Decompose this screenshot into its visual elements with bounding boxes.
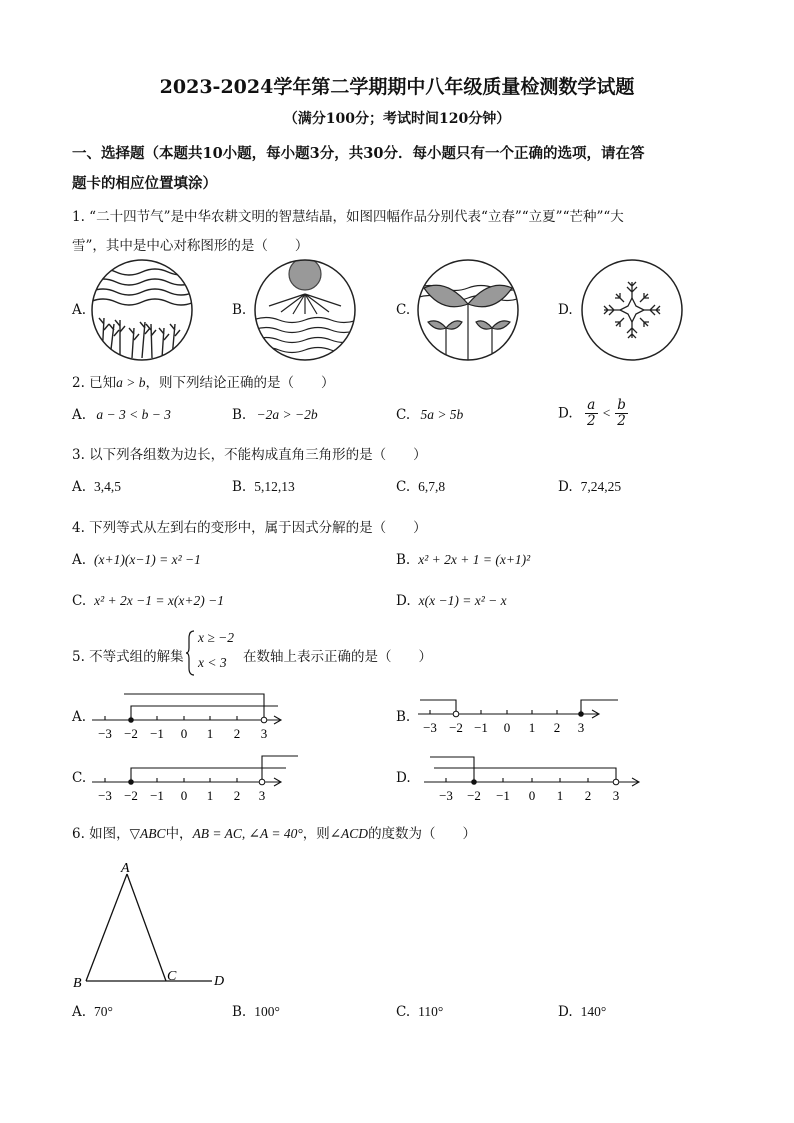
q3-option-c bbox=[396, 479, 445, 495]
q3-option-c-text: 6,7,8 bbox=[418, 479, 446, 494]
q3-option-b bbox=[232, 479, 295, 495]
q6-option-c-text: 110° bbox=[418, 1004, 444, 1019]
q3-option-c-label: C. bbox=[396, 479, 411, 495]
solar-term-lichun-icon bbox=[90, 258, 194, 362]
q1-option-a-label: A. bbox=[72, 302, 87, 318]
tick-label: 2 bbox=[233, 788, 241, 803]
tick-label: 0 bbox=[180, 726, 188, 741]
tick-label: −1 bbox=[496, 788, 510, 803]
solar-term-mangzhong-icon bbox=[416, 258, 520, 362]
q6-triangle-figure bbox=[70, 856, 240, 994]
point-label-d: D bbox=[214, 974, 225, 989]
q6-stem-part-1: 6. 如图， bbox=[72, 826, 130, 842]
q2-option-d bbox=[558, 398, 628, 429]
q5-number-line-b bbox=[414, 688, 624, 736]
q6-option-a bbox=[72, 1004, 113, 1020]
q3-option-d-text: 7,24,25 bbox=[580, 479, 622, 494]
q4-option-c-text: x² + 2x −1 = x(x+2) −1 bbox=[94, 593, 224, 608]
q6-option-c-label: C. bbox=[396, 1004, 411, 1020]
tick-label: 1 bbox=[206, 726, 214, 741]
q6-angle: ∠ACD bbox=[329, 826, 369, 841]
q4-option-b bbox=[396, 552, 530, 568]
tick-label: 3 bbox=[612, 788, 620, 803]
q6-option-d-text: 140° bbox=[580, 1004, 607, 1019]
q3-option-b-label: B. bbox=[232, 479, 247, 495]
page-title: 2023-2024学年第二学期期中八年级质量检测数学试题 bbox=[159, 76, 635, 98]
q4-option-a-label: A. bbox=[72, 552, 87, 568]
question-5-stem-cont: 在数轴上表示正确的是（ ） bbox=[243, 649, 432, 665]
q6-condition: AB = AC, ∠A = 40° bbox=[192, 826, 303, 841]
q5-system-line-2: x < 3 bbox=[198, 655, 227, 670]
page-subtitle: （满分100分；考试时间120分钟） bbox=[283, 111, 511, 127]
tick-label: −3 bbox=[98, 788, 112, 803]
solar-term-daxue-icon bbox=[580, 258, 684, 362]
question-5-stem: 5. 不等式组的解集 bbox=[72, 649, 184, 665]
point-label-c: C bbox=[167, 969, 177, 984]
q3-option-b-text: 5,12,13 bbox=[254, 479, 295, 494]
q1-option-c-label: C. bbox=[396, 302, 411, 318]
q6-option-d-label: D. bbox=[558, 1004, 573, 1020]
q5-option-b-label: B. bbox=[396, 709, 411, 725]
q6-option-b-text: 100° bbox=[254, 1004, 280, 1019]
tick-label: −2 bbox=[124, 788, 138, 803]
q6-stem-part-2: 中， bbox=[165, 826, 193, 842]
point-label-b: B bbox=[73, 976, 82, 991]
q5-option-d-label: D. bbox=[396, 770, 411, 786]
q5-number-line-c bbox=[88, 752, 298, 806]
q5-option-c-label: C. bbox=[72, 770, 87, 786]
q4-option-b-text: x² + 2x + 1 = (x+1)² bbox=[418, 552, 531, 567]
question-3-stem: 3. 以下列各组数为边长，不能构成直角三角形的是（ ） bbox=[72, 447, 427, 463]
q1-option-b-label: B. bbox=[232, 302, 247, 318]
section-heading-cont: 题卡的相应位置填涂） bbox=[72, 175, 217, 192]
tick-label: −2 bbox=[467, 788, 481, 803]
point-label-a: A bbox=[121, 861, 130, 876]
q4-option-b-label: B. bbox=[396, 552, 411, 568]
q5-option-a-label: A. bbox=[72, 709, 87, 725]
q2-option-a-text: a − 3 < b − 3 bbox=[96, 407, 171, 422]
q3-option-d-label: D. bbox=[558, 479, 573, 495]
tick-label: 2 bbox=[553, 720, 561, 735]
tick-label: 3 bbox=[577, 720, 585, 735]
q2-option-d-frac2: $\frac{b}{2}$ bbox=[617, 397, 626, 429]
q2-option-c-label: C. bbox=[396, 407, 411, 423]
q3-option-a-label: A. bbox=[72, 479, 87, 495]
q4-option-c bbox=[72, 593, 224, 609]
q4-option-d-text: x(x −1) = x² − x bbox=[418, 593, 507, 608]
tick-label: −1 bbox=[150, 726, 164, 741]
q4-option-d bbox=[396, 593, 507, 609]
q2-option-a-label: A. bbox=[72, 407, 87, 423]
solar-term-lixia-icon bbox=[253, 258, 357, 362]
q5-system-line-1: x ≥ −2 bbox=[198, 630, 235, 645]
tick-label: −3 bbox=[423, 720, 437, 735]
q2-option-c bbox=[396, 407, 463, 423]
q6-triangle: ▽ABC bbox=[129, 826, 166, 841]
tick-label: 3 bbox=[258, 788, 266, 803]
q2-stem-prefix: 2. 已知 bbox=[72, 375, 117, 391]
q5-number-line-a bbox=[88, 688, 298, 746]
section-heading: 一、选择题（本题共10小题，每小题3分，共30分．每小题只有一个正确的选项，请在答 bbox=[72, 145, 645, 162]
tick-label: −3 bbox=[439, 788, 453, 803]
q3-option-d bbox=[558, 479, 621, 495]
q3-option-a-text: 3,4,5 bbox=[94, 479, 122, 494]
q2-option-d-op: < bbox=[601, 405, 611, 421]
q4-option-d-label: D. bbox=[396, 593, 411, 609]
q5-number-line-d bbox=[420, 752, 668, 806]
tick-label: −3 bbox=[98, 726, 112, 741]
q2-option-a bbox=[72, 407, 171, 423]
tick-label: 3 bbox=[260, 726, 268, 741]
q4-option-a bbox=[72, 552, 201, 568]
tick-label: 2 bbox=[584, 788, 592, 803]
tick-label: 2 bbox=[233, 726, 241, 741]
tick-label: −2 bbox=[124, 726, 138, 741]
q4-option-c-label: C. bbox=[72, 593, 87, 609]
q1-option-d-label: D. bbox=[558, 302, 573, 318]
question-1-stem-cont: 雪”，其中是中心对称图形的是（ ） bbox=[72, 238, 309, 254]
tick-label: −1 bbox=[474, 720, 488, 735]
question-6-stem bbox=[72, 822, 476, 842]
tick-label: 1 bbox=[206, 788, 214, 803]
q2-option-d-label: D. bbox=[558, 405, 573, 422]
tick-label: 0 bbox=[503, 720, 511, 735]
tick-label: 0 bbox=[180, 788, 188, 803]
q6-stem-part-4: 的度数为（ ） bbox=[368, 826, 477, 842]
question-1-stem: 1. “二十四节气”是中华农耕文明的智慧结晶，如图四幅作品分别代表“立春”“立夏”“芒种”“大 bbox=[72, 209, 624, 225]
q5-brace-icon bbox=[186, 630, 196, 676]
tick-label: 1 bbox=[556, 788, 564, 803]
q2-option-b-text: −2a > −2b bbox=[256, 407, 318, 422]
q2-option-c-text: 5a > 5b bbox=[420, 407, 464, 422]
q2-option-b-label: B. bbox=[232, 407, 247, 423]
q2-condition: a > b bbox=[116, 375, 146, 390]
q4-option-a-text: (x+1)(x−1) = x² −1 bbox=[94, 552, 201, 567]
q2-stem-suffix: ，则下列结论正确的是（ ） bbox=[145, 375, 335, 391]
question-4-stem: 4. 下列等式从左到右的变形中，属于因式分解的是（ ） bbox=[72, 520, 427, 536]
q6-option-a-text: 70° bbox=[94, 1004, 113, 1019]
q6-option-b-label: B. bbox=[232, 1004, 247, 1020]
q6-option-a-label: A. bbox=[72, 1004, 87, 1020]
q6-option-b bbox=[232, 1004, 280, 1020]
q6-option-c bbox=[396, 1004, 443, 1020]
tick-label: −2 bbox=[449, 720, 463, 735]
tick-label: 1 bbox=[528, 720, 536, 735]
q3-option-a bbox=[72, 479, 121, 495]
q6-stem-part-3: ，则 bbox=[302, 826, 330, 842]
q2-option-d-frac1: $\frac{a}{2}$ bbox=[586, 397, 596, 429]
question-2-stem bbox=[72, 371, 335, 391]
q2-option-b bbox=[232, 407, 318, 423]
q6-option-d bbox=[558, 1004, 606, 1020]
tick-label: −1 bbox=[150, 788, 164, 803]
tick-label: 0 bbox=[528, 788, 536, 803]
